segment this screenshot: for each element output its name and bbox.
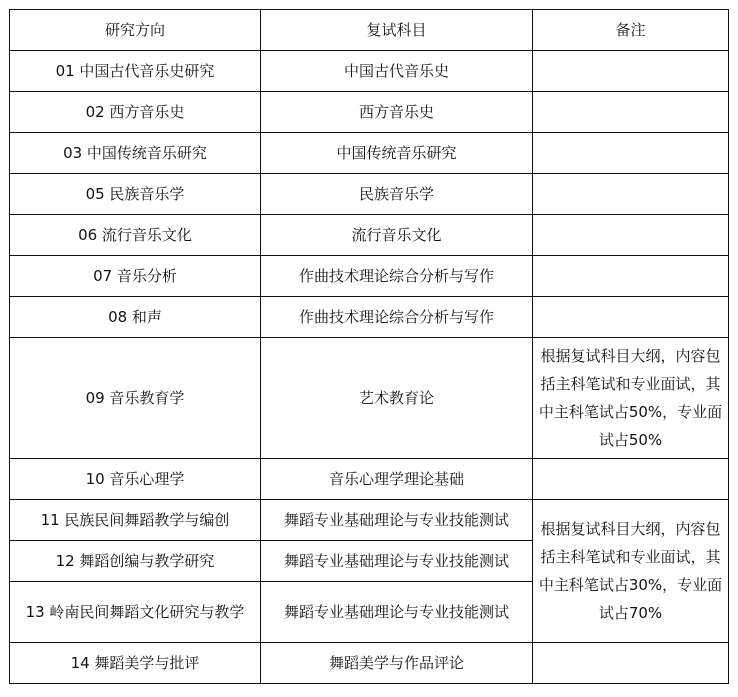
direction-cell: 11 民族民间舞蹈教学与编创 (10, 500, 261, 541)
table-row (10, 92, 729, 133)
subject-cell: 中国古代音乐史 (261, 51, 533, 92)
table-row (10, 500, 729, 541)
direction-cell: 03 中国传统音乐研究 (10, 133, 261, 174)
direction-cell: 02 西方音乐史 (10, 92, 261, 133)
subject-cell: 作曲技术理论综合分析与写作 (261, 256, 533, 297)
header-remark: 备注 (533, 10, 729, 51)
remark-cell (533, 256, 729, 297)
exam-subjects-table (9, 9, 729, 684)
subject-cell: 舞蹈美学与作品评论 (261, 643, 533, 684)
direction-cell: 09 音乐教育学 (10, 338, 261, 459)
subject-cell: 西方音乐史 (261, 92, 533, 133)
subject-cell: 舞蹈专业基础理论与专业技能测试 (261, 582, 533, 643)
table-row (10, 51, 729, 92)
subject-cell: 作曲技术理论综合分析与写作 (261, 297, 533, 338)
direction-cell: 01 中国古代音乐史研究 (10, 51, 261, 92)
table-row (10, 215, 729, 256)
direction-cell: 08 和声 (10, 297, 261, 338)
subject-cell: 民族音乐学 (261, 174, 533, 215)
subject-cell: 中国传统音乐研究 (261, 133, 533, 174)
remark-cell (533, 133, 729, 174)
table-row (10, 174, 729, 215)
subject-cell: 舞蹈专业基础理论与专业技能测试 (261, 541, 533, 582)
subject-cell: 流行音乐文化 (261, 215, 533, 256)
header-direction: 研究方向 (10, 10, 261, 51)
direction-cell: 12 舞蹈创编与教学研究 (10, 541, 261, 582)
direction-cell: 06 流行音乐文化 (10, 215, 261, 256)
remark-note-dance: 根据复试科目大纲，内容包括主科笔试和专业面试，其中主科笔试占30%，专业面试占70% (533, 500, 729, 643)
remark-cell (533, 51, 729, 92)
table-row (10, 459, 729, 500)
table-row (10, 133, 729, 174)
remark-cell (533, 215, 729, 256)
direction-cell: 13 岭南民间舞蹈文化研究与教学 (10, 582, 261, 643)
remark-cell (533, 92, 729, 133)
table-row (10, 338, 729, 459)
remark-cell (533, 459, 729, 500)
table-row (10, 256, 729, 297)
subject-cell: 艺术教育论 (261, 338, 533, 459)
remark-cell (533, 643, 729, 684)
direction-cell: 05 民族音乐学 (10, 174, 261, 215)
table-row (10, 643, 729, 684)
table-row (10, 297, 729, 338)
remark-cell (533, 297, 729, 338)
remark-note-music-education: 根据复试科目大纲，内容包括主科笔试和专业面试，其中主科笔试占50%，专业面试占50% (533, 338, 729, 459)
subject-cell: 音乐心理学理论基础 (261, 459, 533, 500)
direction-cell: 14 舞蹈美学与批评 (10, 643, 261, 684)
remark-cell (533, 174, 729, 215)
subject-cell: 舞蹈专业基础理论与专业技能测试 (261, 500, 533, 541)
header-row (10, 10, 729, 51)
direction-cell: 10 音乐心理学 (10, 459, 261, 500)
direction-cell: 07 音乐分析 (10, 256, 261, 297)
header-subject: 复试科目 (261, 10, 533, 51)
